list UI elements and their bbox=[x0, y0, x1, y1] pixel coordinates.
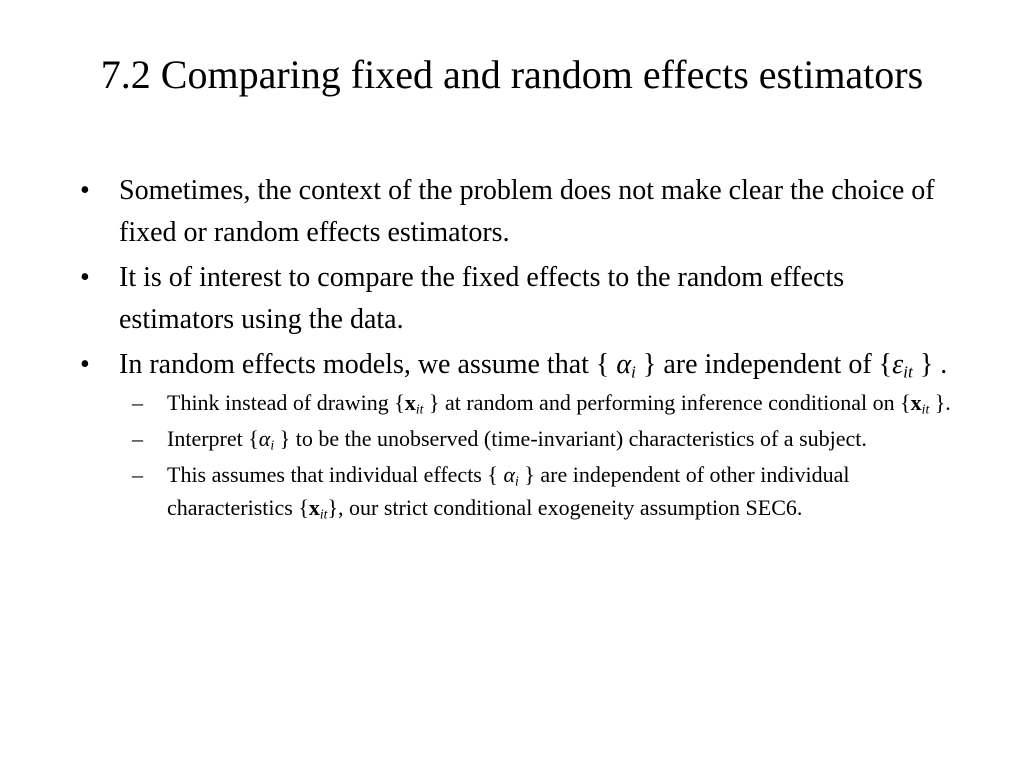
sub-bullet-3-text-post: }, our strict conditional exogeneity assumption SEC6. bbox=[327, 495, 803, 520]
sub-bullet-2-text-post: } to be the unobserved (time-invariant) characteristics of a subject. bbox=[274, 426, 867, 451]
sub-bullet-1 bbox=[74, 386, 954, 419]
bullet-list bbox=[74, 170, 954, 527]
x-symbol: x bbox=[308, 495, 320, 520]
bullet-marker: • bbox=[80, 175, 90, 206]
epsilon-symbol: ε bbox=[892, 349, 904, 380]
sub-bullet-2-text-pre: Interpret { bbox=[167, 426, 259, 451]
x-symbol: x bbox=[404, 390, 416, 415]
alpha-symbol: α bbox=[258, 426, 271, 451]
sub-bullet-1-text-pre: Think instead of drawing { bbox=[167, 390, 405, 415]
sub-bullet-1-text-post: }. bbox=[929, 390, 951, 415]
bullet-3-text-post: } . bbox=[912, 349, 948, 380]
alpha-symbol: α bbox=[616, 349, 632, 380]
sub-bullet-list bbox=[119, 386, 954, 524]
bullet-1 bbox=[74, 170, 954, 254]
bullet-3-text-pre: In random effects models, we assume that { bbox=[119, 349, 617, 380]
sub-bullet-1-text-mid: } at random and performing inference conditional on { bbox=[423, 390, 911, 415]
sub-bullet-2 bbox=[74, 422, 954, 455]
x-symbol: x bbox=[910, 390, 922, 415]
alpha-subscript: i bbox=[631, 362, 636, 382]
sub-bullet-marker: – bbox=[132, 390, 143, 415]
sub-bullet-3-text-pre: This assumes that individual effects { bbox=[167, 462, 504, 487]
sub-bullet-marker: – bbox=[132, 462, 143, 487]
alpha-symbol: α bbox=[503, 462, 515, 487]
bullet-3 bbox=[74, 344, 954, 524]
x-subscript: it bbox=[415, 401, 424, 417]
bullet-3-text-mid: } are independent of { bbox=[635, 349, 893, 380]
bullet-1-text: Sometimes, the context of the problem does not make clear the choice of fixed or random effects estimators. bbox=[119, 175, 935, 248]
sub-bullet-3-text-mid: } are independent of other individual characteristics { bbox=[167, 462, 850, 520]
bullet-marker: • bbox=[80, 349, 90, 380]
alpha-subscript: i bbox=[270, 437, 275, 453]
bullet-2 bbox=[74, 257, 954, 341]
sub-bullet-3 bbox=[74, 458, 954, 524]
bullet-marker: • bbox=[80, 262, 90, 293]
bullet-2-text: It is of interest to compare the fixed effects to the random effects estimators using the data. bbox=[119, 262, 845, 335]
slide-title: 7.2 Comparing fixed and random effects estimators bbox=[100, 52, 924, 97]
sub-bullet-marker: – bbox=[132, 426, 143, 451]
epsilon-subscript: it bbox=[903, 362, 913, 382]
alpha-subscript: i bbox=[515, 473, 519, 489]
x-subscript: it bbox=[921, 401, 930, 417]
x-subscript: it bbox=[319, 506, 328, 522]
